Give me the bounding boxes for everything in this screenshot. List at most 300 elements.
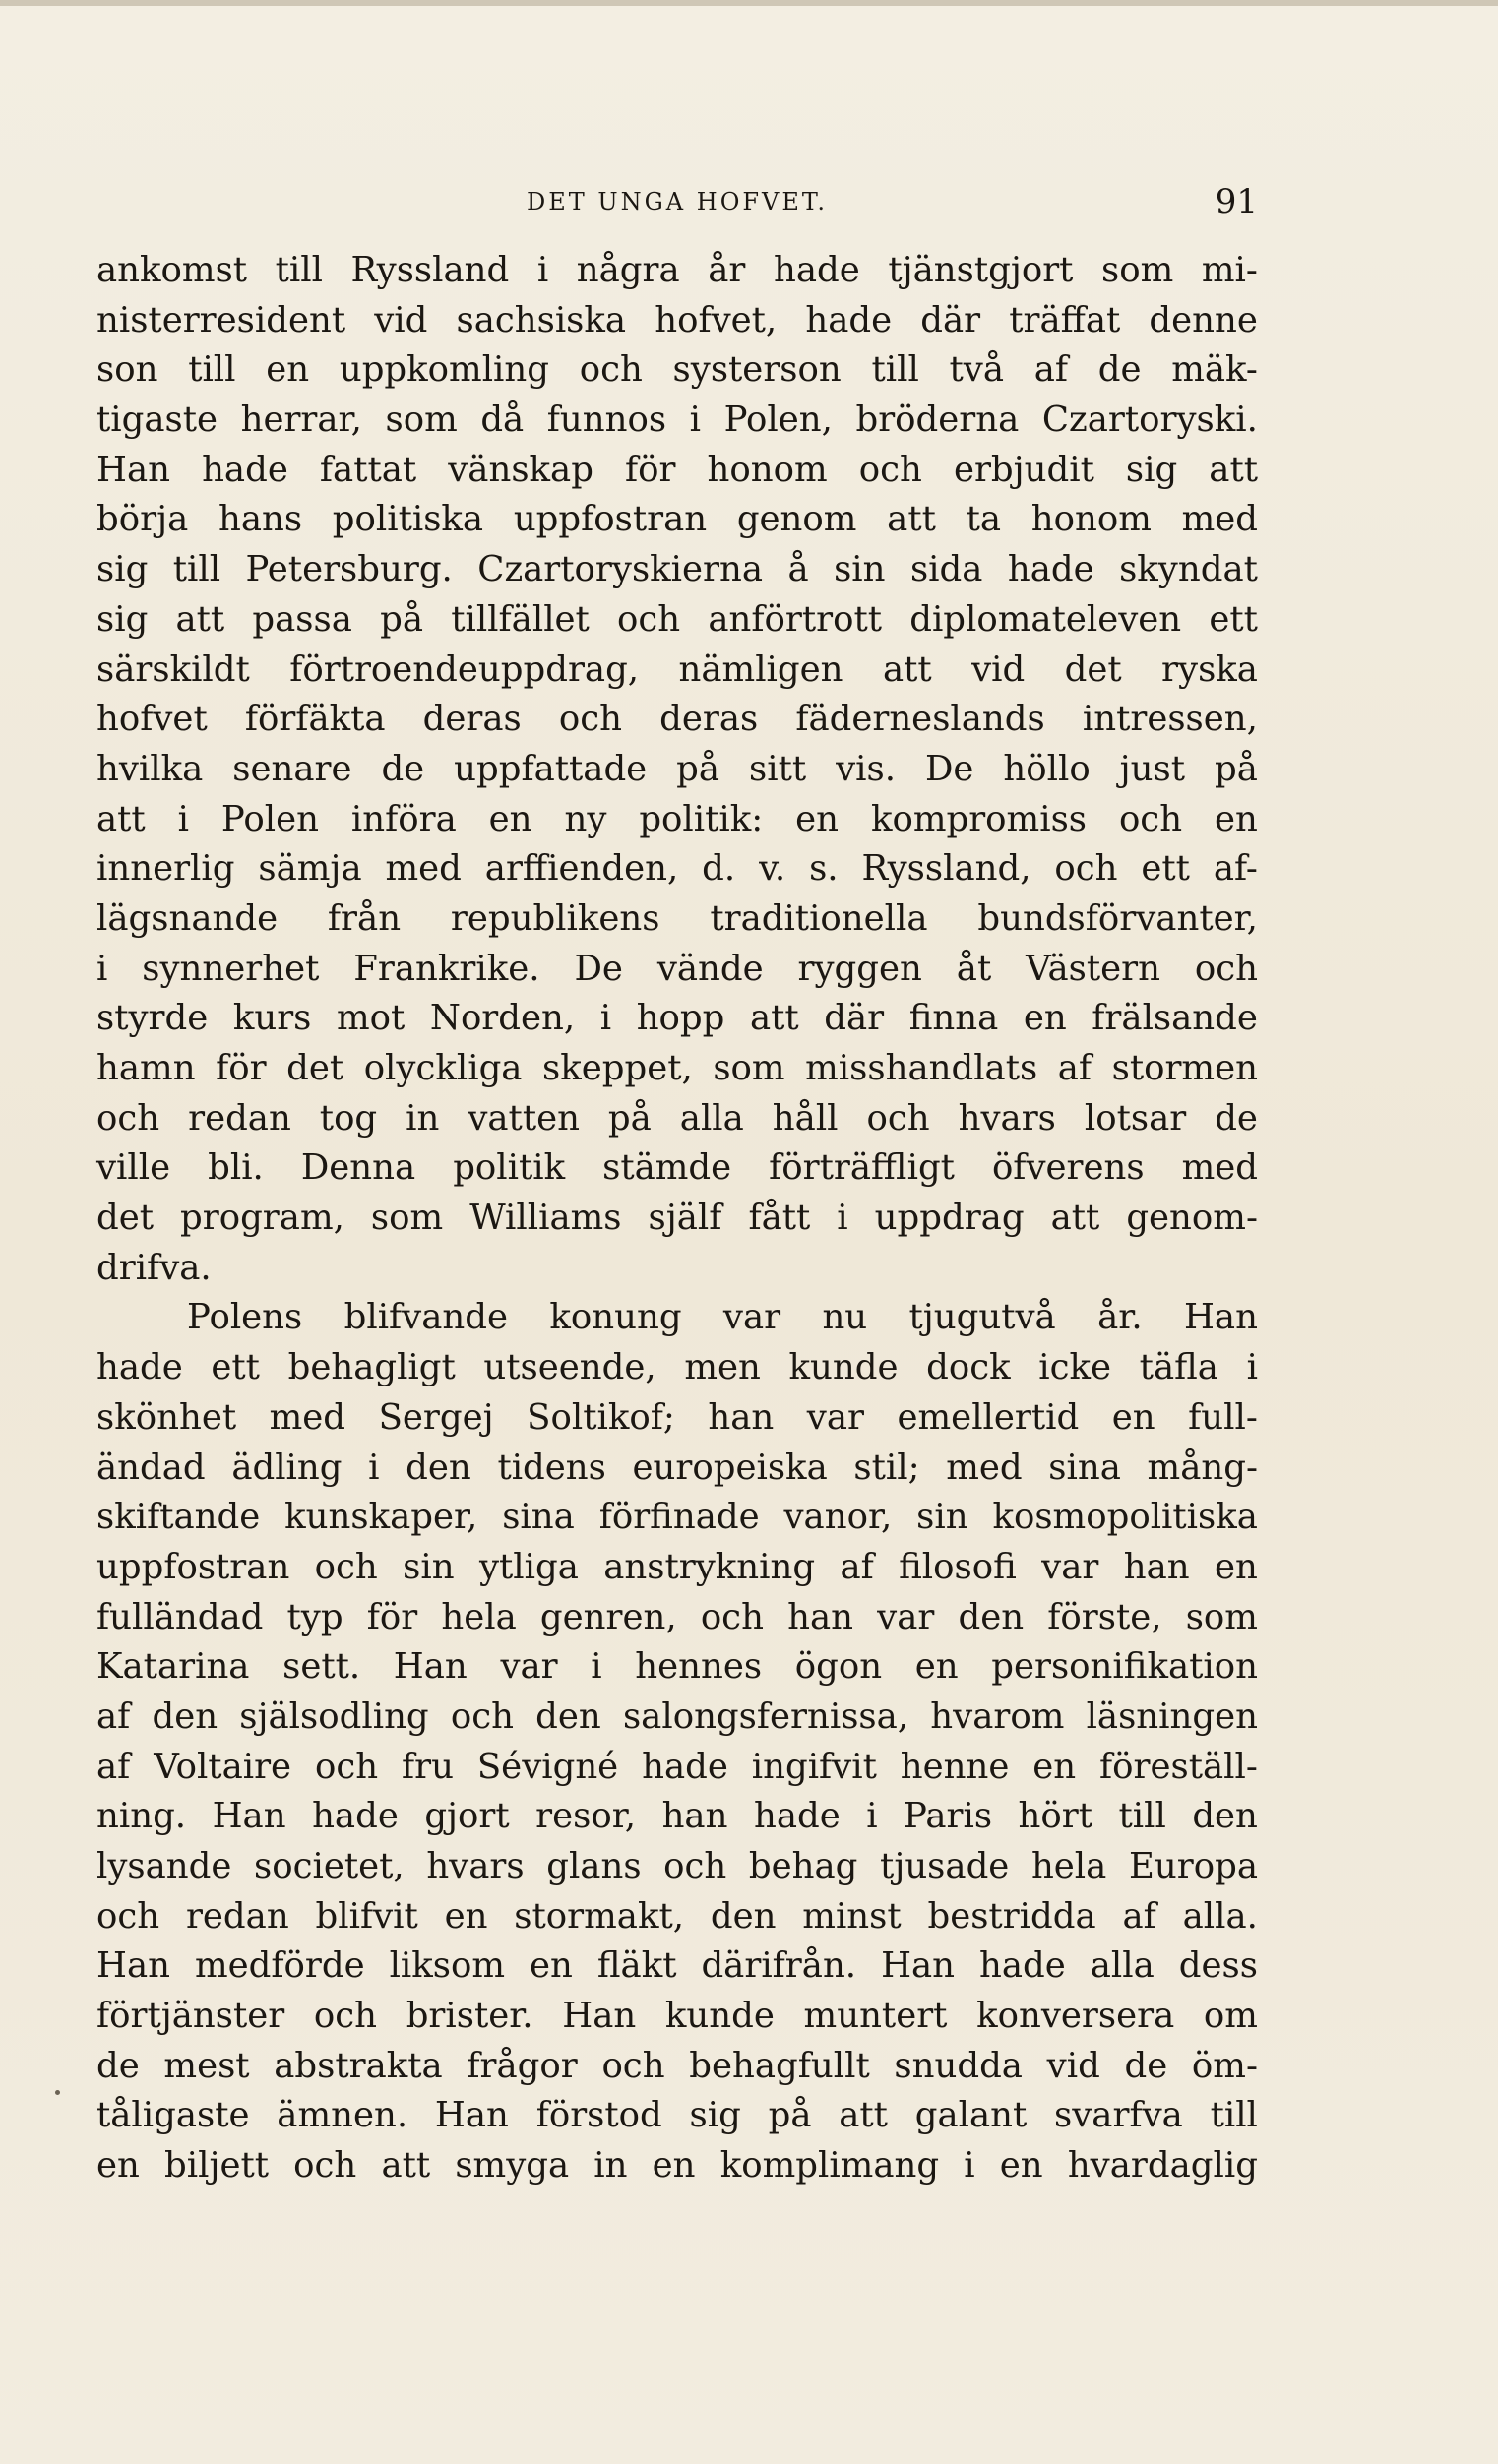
word: hofvet, — [655, 299, 778, 340]
word: ryggen — [797, 948, 922, 989]
word: de — [381, 748, 425, 789]
word: mest — [163, 2045, 250, 2086]
word: politiska — [332, 499, 484, 540]
word: som — [1101, 250, 1174, 290]
word: och — [313, 1996, 378, 2037]
word: med — [1181, 499, 1258, 540]
word: en — [1214, 798, 1258, 839]
word: förtjänster — [96, 1996, 285, 2037]
word: lysande — [96, 1846, 232, 1886]
word: vänskap — [448, 449, 593, 490]
word: särskildt — [96, 648, 250, 690]
text-line — [96, 1792, 1258, 1842]
word: svarfva — [1054, 2095, 1183, 2136]
word: den — [406, 1447, 471, 1488]
word: af — [1057, 1048, 1092, 1088]
word: en — [795, 798, 840, 839]
word: öm- — [1191, 2045, 1258, 2086]
word: Denna — [300, 1147, 416, 1189]
word: af — [840, 1546, 874, 1587]
word: sig — [1125, 449, 1178, 490]
word: societet, — [254, 1846, 405, 1886]
word: och — [601, 2045, 665, 2086]
word: fru — [401, 1746, 454, 1787]
word: kunde — [788, 1347, 899, 1388]
word: alla — [1090, 1945, 1155, 1987]
word: galant — [914, 2095, 1028, 2136]
word: minst — [802, 1895, 902, 1937]
word: uppfattade — [454, 748, 648, 789]
word: hvilka — [96, 748, 204, 789]
word: sin — [916, 1497, 968, 1538]
word: styrde — [96, 998, 209, 1039]
word: ädling — [231, 1447, 343, 1488]
word: just — [1119, 748, 1186, 789]
word: som — [713, 1048, 785, 1088]
word: två — [949, 349, 1005, 391]
text-line — [96, 1493, 1258, 1543]
word: stil; — [853, 1447, 920, 1488]
word: tåligaste — [96, 2095, 250, 2136]
word: och — [314, 1746, 379, 1787]
word: icke — [1038, 1347, 1112, 1388]
word: af — [1122, 1895, 1156, 1937]
word: på — [768, 2095, 812, 2136]
word: blifvit — [315, 1895, 418, 1937]
word: sig — [96, 598, 149, 640]
text-line — [96, 2091, 1258, 2141]
word: att — [882, 648, 932, 690]
word: frågor — [467, 2045, 578, 2086]
word: han — [787, 1596, 853, 1637]
word: ett — [1141, 848, 1190, 890]
word: därifrån. — [701, 1945, 857, 1987]
word: fått — [748, 1198, 811, 1239]
word: i — [96, 948, 108, 989]
word: att — [839, 2095, 888, 2136]
word: De — [574, 948, 623, 989]
text-line — [96, 1094, 1258, 1144]
word: och — [450, 1695, 514, 1737]
word: fäderneslands — [795, 699, 1045, 740]
word: till — [275, 250, 323, 290]
word: herrar, — [240, 400, 362, 441]
word: mäk- — [1171, 349, 1258, 391]
word: en — [530, 1945, 573, 1987]
word: öfverens — [991, 1147, 1145, 1189]
word: Ryssland — [350, 250, 510, 290]
word: hade — [642, 1746, 728, 1787]
word: Ryssland, — [861, 848, 1031, 890]
word: frälsande — [1092, 998, 1258, 1039]
word: nämligen — [678, 648, 843, 690]
running-title: DET UNGA HOFVET. — [527, 188, 828, 216]
word: mot — [336, 998, 406, 1039]
word: sig — [689, 2095, 741, 2136]
word: en — [652, 2145, 696, 2187]
word: var — [722, 1297, 781, 1338]
word: misshandlats — [805, 1048, 1038, 1088]
word: Han — [96, 1945, 170, 1987]
word: läsningen — [1086, 1695, 1258, 1737]
word: snudda — [894, 2045, 1023, 2086]
word: bestridda — [927, 1895, 1096, 1937]
word: att — [887, 499, 936, 540]
word: intressen, — [1082, 699, 1258, 740]
word: typ — [286, 1596, 343, 1637]
word: Williams — [469, 1198, 622, 1239]
word: till — [1210, 2095, 1258, 2136]
word: hade — [979, 1945, 1066, 1987]
word: kunskaper, — [284, 1497, 478, 1538]
text-line — [96, 345, 1258, 396]
word: å — [787, 549, 809, 590]
word: af- — [1213, 848, 1258, 890]
word: sina — [1048, 1447, 1121, 1488]
word: vid — [1046, 2045, 1100, 2086]
word: ingifvit — [751, 1746, 877, 1787]
word: att — [1050, 1198, 1100, 1239]
word: anstrykning — [603, 1546, 816, 1587]
word: skönhet — [96, 1396, 237, 1438]
text-line — [96, 2141, 1258, 2191]
word: resor, — [535, 1796, 637, 1837]
word: hvars — [426, 1846, 525, 1886]
word: behag — [748, 1846, 858, 1886]
word: konung — [549, 1297, 682, 1338]
word: och — [96, 1097, 160, 1139]
word: Paris — [904, 1796, 993, 1837]
word: bundsförvanter, — [977, 897, 1258, 939]
word: att — [1209, 449, 1258, 490]
word: traditionella — [710, 897, 928, 939]
word: i — [866, 1796, 878, 1837]
text-line — [96, 1543, 1258, 1593]
word: finna — [908, 998, 999, 1039]
word: år — [708, 250, 746, 290]
word: hade — [312, 1796, 399, 1837]
word: medförde — [194, 1945, 365, 1987]
word: tog — [319, 1097, 378, 1139]
word: ny — [564, 798, 607, 839]
word: alla — [679, 1097, 744, 1139]
word: och — [1194, 948, 1258, 989]
word: att — [381, 2145, 431, 2187]
word: passa — [252, 598, 352, 640]
word: höllo — [1003, 748, 1091, 789]
text-line: drifva. — [96, 1247, 212, 1288]
word: Petersburg. — [245, 549, 453, 590]
page-header — [96, 180, 1258, 223]
word: mi- — [1201, 250, 1258, 290]
word: Han — [393, 1646, 468, 1688]
text-line — [96, 1743, 1258, 1793]
word: de — [1124, 2045, 1168, 2086]
word: tjusade — [880, 1846, 1010, 1886]
word: bli. — [208, 1147, 264, 1189]
word: utseende, — [483, 1347, 656, 1388]
text-line — [96, 1343, 1258, 1393]
word: med — [946, 1447, 1023, 1488]
word: och — [558, 699, 622, 740]
word: abstrakta — [274, 2045, 443, 2086]
word: var — [1041, 1546, 1099, 1587]
word: hvarom — [930, 1695, 1065, 1737]
word: förfäkta — [244, 699, 386, 740]
word: en — [488, 798, 532, 839]
word: honom — [707, 449, 828, 490]
body-text — [96, 246, 1258, 2191]
word: hela — [441, 1596, 517, 1637]
word: och — [96, 1895, 160, 1937]
word: var — [877, 1596, 935, 1637]
word: i — [591, 1646, 602, 1688]
word: denne — [1149, 299, 1258, 340]
word: hade — [753, 1796, 841, 1837]
word: full- — [1188, 1396, 1258, 1438]
word: Västern — [1026, 948, 1160, 989]
text-line — [96, 545, 1258, 595]
word: hamn — [96, 1048, 196, 1088]
word: i — [964, 2145, 975, 2187]
text-line — [96, 745, 1258, 795]
text-line — [96, 1393, 1258, 1444]
word: där — [920, 299, 981, 340]
word: De — [924, 748, 974, 789]
word: v. — [759, 848, 786, 890]
word: Europa — [1128, 1846, 1258, 1886]
word: till — [1118, 1796, 1166, 1837]
page-number: 91 — [1215, 182, 1258, 221]
word: in — [406, 1097, 440, 1139]
word: en — [1023, 998, 1067, 1039]
word: en — [914, 1646, 959, 1688]
word: funnos — [546, 400, 667, 441]
word: vid — [971, 648, 1026, 690]
word: själsodling — [239, 1695, 429, 1737]
word: uppfostran — [96, 1546, 290, 1587]
word: i — [368, 1447, 380, 1488]
word: liksom — [389, 1945, 506, 1987]
word: olyckliga — [363, 1048, 523, 1088]
word: med — [269, 1396, 346, 1438]
word: sin — [834, 549, 886, 590]
word: blifvande — [343, 1297, 508, 1338]
word: några — [576, 250, 680, 290]
word: som — [370, 1198, 444, 1239]
word: sina — [502, 1497, 575, 1538]
word: år. — [1097, 1297, 1143, 1338]
word: föreställ- — [1099, 1746, 1258, 1787]
word: kosmopolitiska — [992, 1497, 1258, 1538]
word: täfla — [1139, 1347, 1218, 1388]
word: hofvet — [96, 699, 208, 740]
word: arffienden, — [484, 848, 679, 890]
word: skiftande — [96, 1497, 261, 1538]
word: själf — [648, 1198, 722, 1239]
word: behagfullt — [689, 2045, 870, 2086]
word: uppdrag — [874, 1198, 1025, 1239]
text-line — [96, 495, 1258, 545]
word: tjänstgjort — [888, 250, 1074, 290]
word: ytliga — [478, 1546, 579, 1587]
word: de — [96, 2045, 140, 2086]
text-line — [96, 595, 1258, 646]
word: stormakt, — [514, 1895, 685, 1937]
word: för — [625, 449, 676, 490]
text-line — [96, 1992, 1258, 2042]
word: det — [1064, 648, 1122, 690]
text-line — [96, 1143, 1258, 1194]
word: till — [172, 549, 221, 590]
word: för — [216, 1048, 267, 1088]
word: smyga — [455, 2145, 570, 2187]
word: ta — [966, 499, 1002, 540]
word: tillfället — [451, 598, 590, 640]
word: stämde — [602, 1147, 732, 1189]
text-line — [96, 994, 1258, 1044]
word: hopp — [636, 998, 725, 1039]
text-line — [96, 945, 1258, 995]
word: vanor, — [783, 1497, 893, 1538]
word: som — [385, 400, 458, 441]
word: den — [1192, 1796, 1258, 1837]
word: de — [1215, 1097, 1258, 1139]
word: deras — [659, 699, 759, 740]
word: konversera — [976, 1996, 1175, 2037]
word: sig — [96, 549, 149, 590]
word: en — [266, 349, 310, 391]
word: där — [824, 998, 885, 1039]
word: nu — [822, 1297, 868, 1338]
text-line — [96, 1892, 1258, 1942]
word: den — [710, 1895, 777, 1937]
word: systerson — [672, 349, 842, 391]
word: han — [1123, 1546, 1190, 1587]
word: och — [866, 1097, 930, 1139]
word: son — [96, 349, 158, 391]
word: hört — [1018, 1796, 1093, 1837]
text-line — [96, 1044, 1258, 1094]
word: muntert — [803, 1996, 948, 2037]
word: ögon — [794, 1646, 883, 1688]
word: glans — [546, 1846, 642, 1886]
word: ett — [211, 1347, 260, 1388]
word: Norden, — [429, 998, 576, 1039]
text-line — [96, 1941, 1258, 1992]
word: en — [999, 2145, 1043, 2187]
word: och — [700, 1596, 764, 1637]
word: biljett — [164, 2145, 270, 2187]
text-line — [96, 396, 1258, 446]
word: lotsar — [1084, 1097, 1187, 1139]
word: tjugutvå — [908, 1297, 1056, 1338]
word: filosofi — [899, 1546, 1017, 1587]
text-line — [96, 1293, 1258, 1343]
word: hade — [202, 449, 288, 490]
word: diplomateleven — [909, 598, 1182, 640]
word: den — [535, 1695, 601, 1737]
word: träffat — [1009, 299, 1121, 340]
word: då — [480, 400, 525, 441]
word: europeiska — [632, 1447, 828, 1488]
word: kunde — [664, 1996, 775, 2037]
word: Polen, — [723, 400, 833, 441]
text-line — [96, 446, 1258, 496]
word: de — [1097, 349, 1142, 391]
word: införa — [350, 798, 457, 839]
word: till — [188, 349, 236, 391]
word: honom — [1030, 499, 1152, 540]
word: fläkt — [596, 1945, 677, 1987]
word: en — [444, 1895, 488, 1937]
word: i — [837, 1198, 848, 1239]
word: Polens — [187, 1297, 303, 1338]
word: som — [1185, 1596, 1258, 1637]
word: stormen — [1111, 1048, 1258, 1088]
word: det — [96, 1198, 154, 1239]
word: var — [500, 1646, 558, 1688]
word: hade — [96, 1347, 183, 1388]
word: i — [1246, 1347, 1258, 1388]
word: förste, — [1047, 1596, 1162, 1637]
word: dock — [926, 1347, 1011, 1388]
word: deras — [422, 699, 522, 740]
word: hvars — [958, 1097, 1056, 1139]
word: och — [663, 1846, 727, 1886]
word: gjort — [424, 1796, 510, 1837]
word: bröderna — [855, 400, 1020, 441]
word: en — [1111, 1396, 1155, 1438]
word: en — [1215, 1546, 1258, 1587]
text-line — [96, 2042, 1258, 2092]
text-line — [96, 296, 1258, 346]
word: nisterresident — [96, 299, 346, 340]
word: mång- — [1147, 1447, 1258, 1488]
word: Katarina — [96, 1646, 250, 1688]
word: Han — [562, 1996, 637, 2037]
word: Han — [1183, 1297, 1258, 1338]
word: lägsnande — [96, 897, 279, 939]
word: förträffligt — [769, 1147, 955, 1189]
word: hans — [218, 499, 303, 540]
word: brister. — [406, 1996, 533, 2037]
word: hvardaglig — [1067, 2145, 1258, 2187]
word: politik: — [639, 798, 764, 839]
word: ankomst — [96, 250, 248, 290]
word: sin — [403, 1546, 455, 1587]
word: hade — [773, 250, 860, 290]
word: Han — [434, 2095, 509, 2136]
word: vid — [374, 299, 428, 340]
text-line — [96, 1194, 1258, 1244]
word: att — [96, 798, 146, 839]
word: alla. — [1182, 1895, 1258, 1937]
word: för — [366, 1596, 418, 1637]
word: Polen — [220, 798, 319, 839]
word: skyndat — [1119, 549, 1258, 590]
word: med — [385, 848, 462, 890]
word: politik — [453, 1147, 566, 1189]
word: genom — [736, 499, 857, 540]
word: ändad — [96, 1447, 206, 1488]
text-line — [96, 695, 1258, 745]
word: ning. — [96, 1796, 187, 1837]
word: på — [1214, 748, 1258, 789]
word: skeppet, — [542, 1048, 693, 1088]
word: i — [536, 250, 549, 290]
word: den — [152, 1695, 218, 1737]
